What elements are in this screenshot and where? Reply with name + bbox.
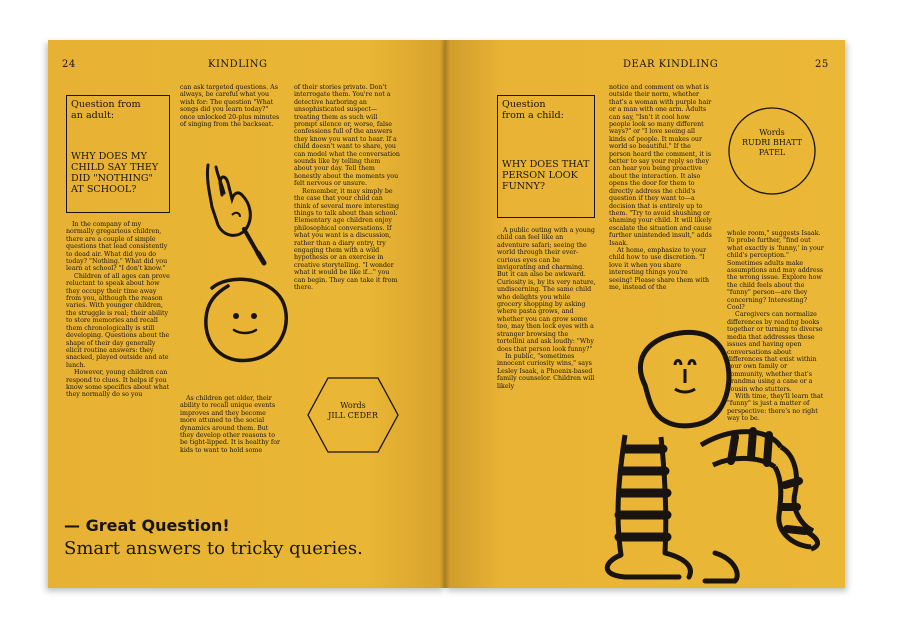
byline-name: RUDRI BHATT PATEL bbox=[742, 138, 802, 157]
left-column-3 bbox=[294, 84, 400, 364]
child-question-box bbox=[497, 95, 595, 218]
paragraph: A public outing with a young child can feel like an adventure safari; seeing the world through their ever-curious eyes can be invigorating and charming. But it can also be awkward. Curiosity is, by its very nature, undiscerning. The same child who delights you while grocery shopping by asking where pasta grows, and whether you can grow some too, may then lock eyes with a stranger browsing the tortellini and ask loudly: "Why does that person look funny?" bbox=[497, 227, 596, 353]
paragraph: In public, "sometimes innocent curiosity wins," says Lesley Isaak, a Phoenix-based family counselor. Children will likely bbox=[497, 352, 595, 390]
right-page bbox=[445, 40, 845, 588]
paragraph: With time, they'll learn that "funny" is just a matter of perspective: there's no right way to be. bbox=[727, 392, 824, 423]
left-column-2-bottom bbox=[180, 395, 284, 465]
feature-subtitle: Smart answers to tricky queries. bbox=[64, 538, 363, 559]
paragraph: At home, emphasize to your child how to use discretion. "I love it when you share interesting things you're seeing! Please share them with me, instead of the bbox=[609, 246, 710, 291]
left-byline bbox=[314, 401, 392, 421]
smiley-face-icon bbox=[198, 270, 293, 370]
left-section-title: KINDLING bbox=[208, 59, 268, 70]
paragraph: However, young children can respond to clues. It helps if you know some specifics about what they normally do so you bbox=[66, 369, 170, 399]
byline-label: Words bbox=[759, 128, 785, 137]
paragraph: Caregivers can normalize differences by reading books together or turning to diverse media that addresses these issues and having open conversations about differences that exist within your own family or community, whether that's grandma using a cane or a cousin who stutters. bbox=[727, 311, 823, 393]
left-column-2-top bbox=[180, 84, 284, 142]
paragraph: Remember, it may simply be the case that your child can think of several more interesting things to talk about than school. Elementary age children enjoy philosophical conversations. If what you want is a discussion, rather than a diary entry, try engaging them with a wild hypothesis or an exercise in creative storytelling. "I wonder what it would be like if..." you can begin. They can take it from there. bbox=[294, 187, 400, 291]
paragraph: As children get older, their ability to recall unique events improves and they become more attuned to the social dynamics around them. But they develop other reasons to be tight-lipped. It is healthy for kids to want to hold some bbox=[180, 395, 280, 454]
paragraph: Children of all ages can prove reluctant to speak about how they occupy their time away from you, although the reason varies. With younger children, the struggle is real; their ability to store memories and recall them chronologically is still developing. Questions about the shape of their day generally elicit routine answers: they snacked, played outside and ate lunch. bbox=[66, 272, 170, 369]
question-heading: Question from a child: bbox=[502, 99, 564, 121]
adult-question-box bbox=[66, 95, 170, 213]
paragraph: can ask targeted questions. As always, be careful what you wish for: The question "What songs did you learn today?" once unlocked 20-plus minutes of singing from the backseat. bbox=[180, 84, 280, 129]
left-folio: 24 bbox=[62, 59, 76, 70]
feature-title: — Great Question! bbox=[64, 516, 230, 535]
right-column-1 bbox=[497, 227, 597, 423]
paragraph: whole room," suggests Isaak. To probe further, "find out what exactly is 'funny,' in your child's perception." Sometimes adults make assumptions and may address the wrong issue. Explore how the child feels about the "funny" person—are they concerning? Interesting? Cool? bbox=[727, 230, 824, 312]
question-text: WHY DOES THAT PERSON LOOK FUNNY? bbox=[502, 159, 590, 192]
byline-label: Words bbox=[340, 401, 366, 410]
spine-shadow bbox=[440, 40, 450, 588]
paragraph: of their stories private. Don't interrogate them. You're not a detective harboring an unsophisticated suspect—treating them as such will prompt silence or, worse, false confessions full of the answers they know you want to hear. If a child doesn't want to share, you can model what the conversation sounds like by telling them about your day. Tell them honestly about the moments you felt nervous or unsure. bbox=[294, 84, 400, 188]
right-folio: 25 bbox=[815, 59, 829, 70]
right-section-title: DEAR KINDLING bbox=[623, 59, 719, 70]
hand-drawing-icon bbox=[198, 155, 268, 265]
question-text: WHY DOES MY CHILD SAY THEY DID "NOTHING" AT SCHOOL? bbox=[71, 151, 159, 195]
left-column-1 bbox=[66, 221, 170, 463]
question-heading: Question from an adult: bbox=[71, 99, 141, 121]
striped-creature-icon bbox=[585, 325, 830, 585]
paragraph: In the company of my normally gregarious children, there are a couple of simple questions that lead consistently to dead air. What did you do today? "Nothing." What did you learn at school? "I don't know." bbox=[66, 221, 168, 273]
right-column-2 bbox=[609, 84, 713, 358]
right-byline bbox=[735, 128, 809, 158]
byline-name: JILL CEDER bbox=[328, 411, 378, 420]
paragraph: notice and comment on what is outside their norm, whether that's a woman with purple hair or a man with one arm. Adults can say, "Isn't it cool how people look so many different ways?" or "I love seeing all kinds of people. It makes our world so beautiful." If the person heard the comment, it is better to say your reply so they can hear you being proactive about the interaction. It also opens the door for them to directly address the child's question if they want to—a decision that is entirely up to them. "Try to avoid shushing or shaming your child. It will likely escalate the situation and cause further unintended insult," adds Isaak. bbox=[609, 84, 712, 247]
left-page bbox=[48, 40, 445, 588]
